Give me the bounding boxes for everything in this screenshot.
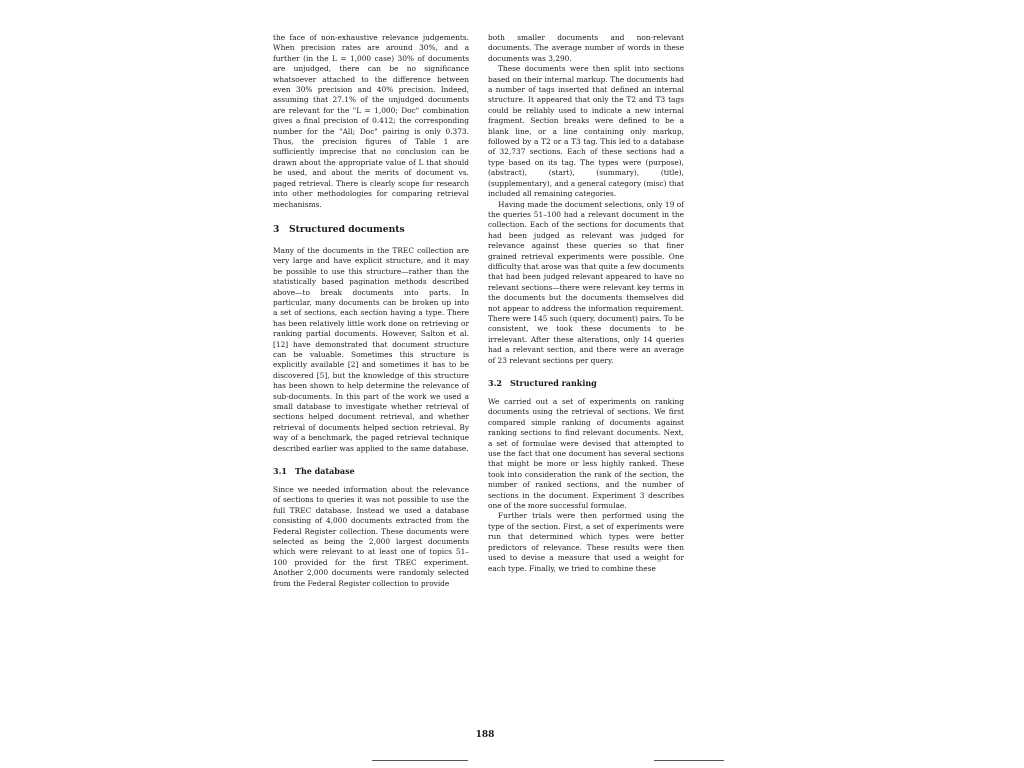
subsection-title: Structured ranking <box>510 378 597 388</box>
section-3-1-heading <box>273 466 469 477</box>
section-3-heading <box>273 224 469 236</box>
section-number: 3 <box>273 223 280 235</box>
paragraph-section-3-1: Since we needed information about the relevance of sections to queries it was not possible to use the full TREC database. Instead we used a database consisting of 4,000 documents extracted from the Federal Register collection. These documents were selected as being the 2,000 largest documents which were relevant to at least one of topics 51–100 provided for the first TREC experiment. Another 2,000 documents were randomly selected from the Federal Register collection to provide <box>273 485 469 588</box>
paragraph-further: Further trials were then performed using the type of the section. First, a set of experiments were run that determined which types were better predictors of relevance. These results were then used to devise a measure that used a weight for each type. Finally, we tried to combine these <box>488 511 684 573</box>
paragraph-intro: the face of non-exhaustive relevance judgements. When precision rates are around 30%, and a further (in the L = 1,000 case) 30% of documents are unjudged, there can be no significance whatsoever attached to the difference between even 30% precision and 40% precision. Indeed, assuming that 27.1% of the unjudged documents are relevant for the "L = 1,000; Doc" combination gives a final precision of 0.412; the corresponding number for the "All; Doc" pairing is only 0.373. Thus, the precision figures of Table 1 are sufficiently imprecise that no conclusion can be drawn about the appropriate value of L that should be used, and about the merits of document vs. paged retrieval. There is clearly scope for research into other methodologies for comparing retrieval mechanisms. <box>273 33 469 209</box>
paragraph-split: These documents were then split into sections based on their internal markup. The documents had a number of tags inserted that defined an internal structure. It appeared that only the T2 and T3 tags could be reliably used to indicate a new internal fragment. Section breaks were defined to be a blank line, or a line containing only markup, followed by a T2 or a T3 tag. This led to a database of 32,737 sections. Each of these sections had a type based on its tag. The types were (purpose), (abstract), (start), (summary), (title), (supplementary), and a general category (misc) that included all remaining categories. <box>488 64 684 199</box>
paragraph-having: Having made the document selections, only 19 of the queries 51–100 had a relevant document in the collection. Each of the sections for documents that had been judged as relevant was judged for relevance against these queries so that finer grained retrieval experiments were possible. One difficulty that arose was that quite a few documents that had been judged relevant appeared to have no relevant sections—there were relevant key terms in the documents but the documents themselves did not appear to address the information requirement. There were 145 such (query, document) pairs. To be consistent, we took these documents to be irrelevant. After these alterations, only 14 queries had a relevant section, and there were an average of 23 relevant sections per query. <box>488 199 684 365</box>
right-column <box>488 33 684 574</box>
left-column <box>273 33 469 589</box>
paragraph-section-3: Many of the documents in the TREC collection are very large and have explicit structure, and it may be possible to use this structure—rather than the statistically based pagination methods described above—to break documents into parts. In particular, many documents can be broken up into a set of sections, each section having a type. There has been relatively little work done on retrieving or ranking partial documents. However, Salton et al. [12] have demonstrated that document structure can be valuable. Sometimes this structure is explicitly available [2] and sometimes it has to be discovered [5], but the knowledge of this structure has been shown to help determine the relevance of sub-documents. In this part of the work we used a small database to investigate whether retrieval of sections helped document retrieval, and whether retrieval of documents helped section retrieval. By way of a benchmark, the paged retrieval technique described earlier was applied to the same database. <box>273 245 469 453</box>
section-3-2-heading <box>488 378 684 389</box>
footer-rule-left <box>372 760 468 761</box>
section-title: Structured documents <box>289 223 405 235</box>
paragraph-section-3-2: We carried out a set of experiments on ranking documents using the retrieval of sections. We first compared simple ranking of documents against ranking sections to find relevant documents. Next, a set of formulae were devised that attempted to use the fact that one document has several sections that might be more or less highly ranked. These took into consideration the rank of the section, the number of ranked sections, and the number of sections in the document. Experiment 3 describes one of the more successful formulae. <box>488 397 684 511</box>
subsection-number: 3.1 <box>273 466 287 477</box>
subsection-title: The database <box>295 466 355 477</box>
page-number: 188 <box>475 730 495 740</box>
footer-rule-right <box>654 760 724 761</box>
paragraph-continued: both smaller documents and non-relevant documents. The average number of words in these documents was 3,290. <box>488 33 684 63</box>
subsection-number: 3.2 <box>488 378 502 388</box>
